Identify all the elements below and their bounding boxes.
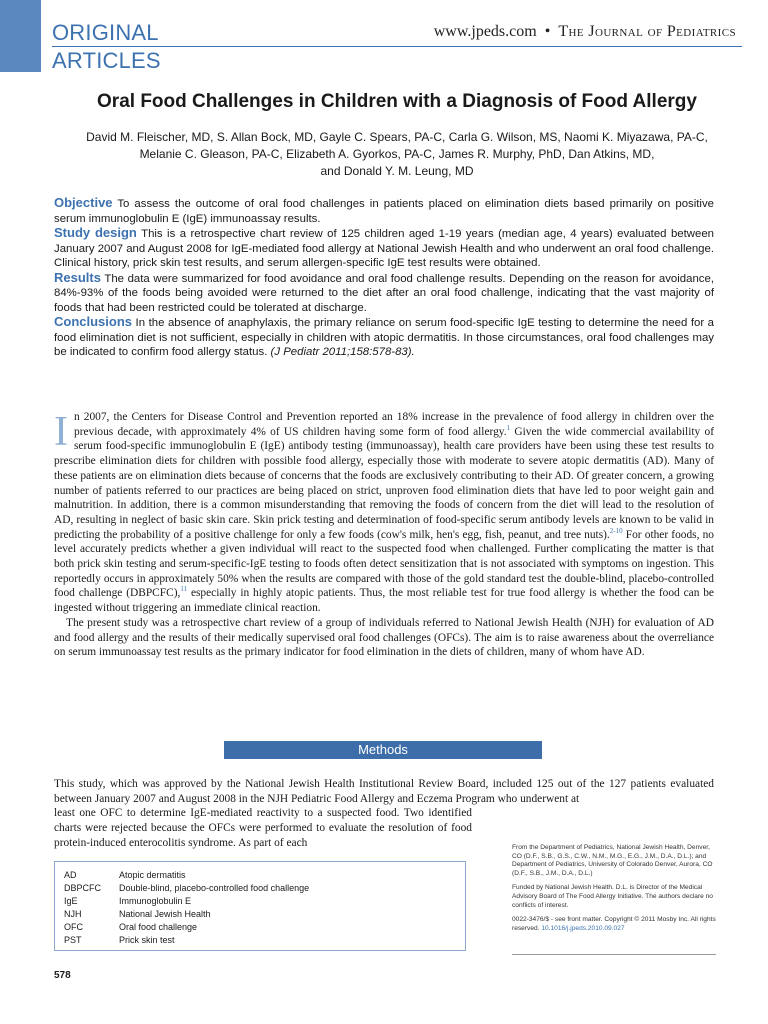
conclusions-heading: Conclusions	[54, 314, 133, 329]
abbreviations-box	[54, 861, 466, 951]
methods-section	[54, 777, 714, 851]
journal-name: The Journal of Pediatrics	[558, 23, 736, 40]
abbreviation-meaning: Atopic dermatitis	[119, 870, 186, 880]
journal-url[interactable]: www.jpeds.com	[433, 23, 537, 40]
header-separator: •	[544, 23, 551, 40]
conclusions-text: In the absence of anaphylaxis, the primary reliance on serum food-specific IgE testing to determine the need for a food elimination diet is not sufficient, especially in children with atopic dermatitis. In those circumstances, oral food challenges may be indicated to confirm food allergy status.	[54, 317, 714, 358]
abstract	[54, 196, 714, 360]
methods-paragraph-narrow: least one OFC to determine IgE-mediated reactivity to a suspected food. Two identified charts were rejected because the OFCs were performed to evaluate the resolution of food protein-induced enterocolitis syndrome. As part of each	[54, 807, 472, 849]
header-divider	[52, 46, 742, 47]
section-label-line1: ORIGINAL	[52, 20, 159, 45]
abstract-results	[54, 271, 714, 316]
abstract-design	[54, 226, 714, 271]
intro-text-b: Given the wide commercial availability of serum food-specific immunoglobulin E (IgE) antibody testing (immunoassay), health care providers have been using these test results to prescribe elimination diets for children with possible food allergy, especially those with moderate to severe atopic dermatitis (AD). Many of these patients are on elimination diets because of concerns that the foods are exclusively contributing to their AD. Of greater concern, a growing number of patients referred to our practices are being placed on strict, unproven food elimination diets that have led to poor weight gain and malnutrition. In addition, there is a common misunderstanding that removing the foods of concern from the diet will lead to the resolution of AD, resulting in neglect of basic skin care. Skin prick testing and determination of food-specific serum antibody levels are known to be valid in predicting the probability of a positive challenge for only a few foods (cow's milk, hen's egg, fish, peanut, and tree nuts).	[54, 425, 714, 541]
journal-header	[434, 22, 736, 42]
citation: (J Pediatr 2011;158:578-83).	[270, 346, 415, 358]
reference-link[interactable]: 1	[506, 423, 511, 432]
abbreviation-term: DBPCFC	[64, 883, 102, 893]
methods-heading: Methods	[224, 741, 542, 759]
footnote-divider	[512, 954, 716, 955]
results-text: The data were summarized for food avoidance and oral food challenge results. Depending on the reason for avoidance, 84%-93% of the foods being avoided were returned to the diet after an oral food challenge, indicating that the vast majority of foods that had been restricted could be tolerated at discharge.	[54, 272, 714, 314]
author-line: Melanie C. Gleason, PA-C, Elizabeth A. Gyorkos, PA-C, James R. Murphy, PhD, Dan Atkins, MD,	[139, 147, 655, 161]
abbreviation-term: AD	[64, 870, 77, 880]
footnotes	[512, 844, 716, 939]
abbreviation-meaning: Double-blind, placebo-controlled food challenge	[119, 883, 310, 893]
intro-text-a: n 2007, the Centers for Disease Control and Prevention reported an 18% increase in the prevalence of food allergy in children over the previous decade, with approximately 4% of US children having some form of food allergy.	[74, 411, 714, 438]
abstract-objective	[54, 196, 714, 226]
design-heading: Study design	[54, 225, 137, 240]
objective-heading: Objective	[54, 195, 113, 210]
abbreviation-row	[64, 895, 465, 908]
objective-text: To assess the outcome of oral food challenges in patients placed on elimination diets based primarily on positive serum immunoglobulin E (IgE) immunoassay results.	[54, 198, 714, 225]
abbreviation-row	[64, 921, 465, 934]
abbreviation-meaning: Immunoglobulin E	[119, 896, 192, 906]
author-list	[52, 129, 742, 180]
abbreviation-meaning: Prick skin test	[119, 935, 175, 945]
intro-paragraph	[54, 410, 714, 616]
intro-paragraph-2: The present study was a retrospective chart review of a group of individuals referred to National Jewish Health (NJH) for evaluation of AD and food allergy and the results of their medically supervised oral food challenges (OFCs). The aim is to raise awareness about the overreliance on serum immunoassay test results as the primary indicator for food elimination in the diets of children, many of whom have AD.	[54, 616, 714, 659]
copyright-text: 0022-3476/$ - see front matter. Copyright © 2011 Mosby Inc. All rights reserved.	[512, 916, 716, 932]
article-title: Oral Food Challenges in Children with a Diagnosis of Food Allergy	[97, 91, 697, 112]
abbreviation-term: PST	[64, 935, 82, 945]
page-number: 578	[54, 970, 71, 981]
section-color-tab	[0, 0, 41, 72]
abbreviation-row	[64, 882, 465, 895]
affiliation-note: From the Department of Pediatrics, National Jewish Health, Denver, CO (D.F., S.B., G.S., C.W., N.M., M.G., E.G., J.M., D.A., D.L.); and Department of Pediatrics, University of Colorado Denver, Aurora, CO (D.F., S.B., J.M., D.A., D.L.)	[512, 844, 713, 877]
section-label-line2: ARTICLES	[52, 48, 161, 73]
abbreviation-row	[64, 869, 465, 882]
abbreviation-row	[64, 934, 465, 947]
intro-text-c: For other foods, no level accurately predicts whether a given individual will react to the suspected food when challenged. Further complicating the matter is that both prick skin testing and serum-specific-IgE testing to foods often detect sensitization that is not associated with symptoms on ingestion. This reportedly occurs in approximately 50% when the results are compared with those of the gold standard test the double-blind, placebo-controlled food challenge (DBPCFC),	[54, 528, 714, 600]
author-line: David M. Fleischer, MD, S. Allan Bock, MD, Gayle C. Spears, PA-C, Carla G. Wilson, MS, Naomi K. Miyazawa, PA-C,	[86, 130, 708, 144]
author-line: and Donald Y. M. Leung, MD	[320, 164, 474, 178]
introduction	[54, 410, 714, 660]
abbreviation-meaning: National Jewish Health	[119, 909, 211, 919]
abbreviation-term: OFC	[64, 922, 83, 932]
abbreviation-term: IgE	[64, 896, 78, 906]
abbreviation-row	[64, 908, 465, 921]
intro-text-d: especially in highly atopic patients. Thus, the most reliable test for true food allergy is whether the food can be ingested without triggering an immediate clinical reaction.	[54, 587, 714, 615]
drop-cap: I	[54, 409, 68, 455]
abbreviation-meaning: Oral food challenge	[119, 922, 198, 932]
reference-link[interactable]: 2-10	[609, 526, 623, 535]
methods-paragraph: This study, which was approved by the National Jewish Health Institutional Review Board, included 125 out of the 127 patients evaluated between January 2007 and August 2008 in the NJH Pediatric Food Allergy and Eczema Program who underwent at	[54, 778, 714, 805]
abstract-conclusions	[54, 315, 714, 360]
abbreviation-term: NJH	[64, 909, 82, 919]
copyright-note	[512, 916, 716, 933]
doi-link[interactable]: 10.1016/j.jpeds.2010.09.027	[541, 924, 625, 932]
design-text: This is a retrospective chart review of 125 children aged 1-19 years (median age, 4 years) evaluated between January 2007 and August 2008 for IgE-mediated food allergy at National Jewish Health and who underwent an oral food challenge. Clinical history, prick skin test results, and serum allergen-specific IgE test results were obtained.	[54, 228, 715, 269]
funding-note: Funded by National Jewish Health. D.L. is Director of the Medical Advisory Board of The Food Allergy Initiative. The authors declare no conflicts of interest.	[512, 884, 713, 909]
results-heading: Results	[54, 269, 101, 285]
section-label	[52, 19, 161, 75]
reference-link[interactable]: 11	[180, 585, 188, 594]
